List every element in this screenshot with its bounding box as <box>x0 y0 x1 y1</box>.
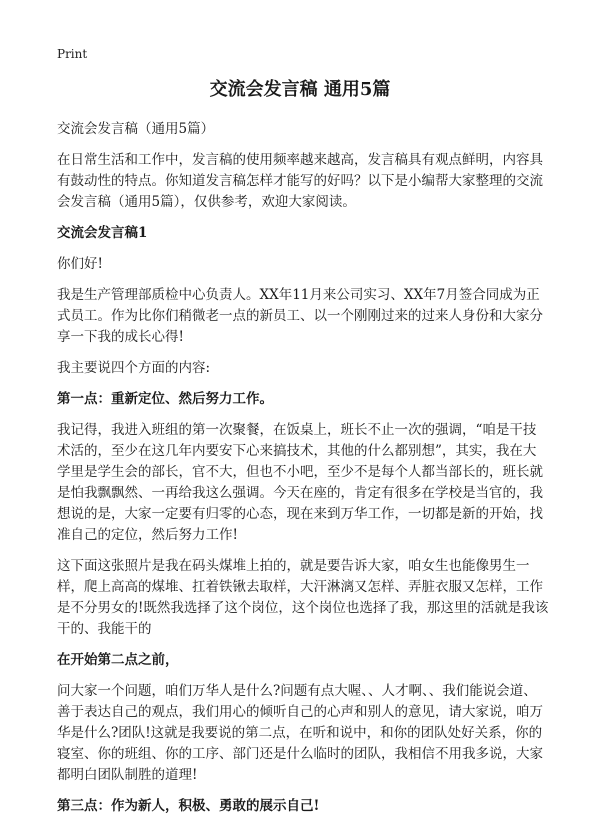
point1-paragraph: 我记得，我进入班组的第一次聚餐，在饭桌上，班长不止一次的强调，“咱是干技术活的，至少在这几年内要安下心来搞技术，其他的什么都别想”，其实，我在大学里是学生会的部长，官不大，但也不小吧，至少不是每个人都当部长的，班长就是怕我飘飘然、一再给我这么强调。今天在座的，肯定有很多在学校是当官的，我想说的是，大家一定要有归零的心态，现在来到万华工作，一切都是新的开始，找准自己的定位，然后努力工作! <box>57 422 543 543</box>
outline-paragraph: 我主要说四个方面的内容: <box>57 360 211 376</box>
document-body <box>57 119 549 827</box>
document-subtitle: 交流会发言稿（通用5篇） <box>57 121 215 137</box>
photo-paragraph: 这下面这张照片是我在码头煤堆上拍的，就是要告诉大家，咱女生也能像男生一样，爬上高高的煤堆、扛着铁锹去取样，大汗淋漓又怎样、弄脏衣服又怎样，工作是不分男女的!既然我选择了这个岗位，这个岗位也选择了我，那这里的活就是我该干的、我能干的 <box>57 558 549 637</box>
self-intro-paragraph: 我是生产管理部质检中心负责人。XX年11月来公司实习、XX年7月签合同成为正式员工。作为比你们稍微老一点的新员工、以一个刚刚过来的过来人身份和大家分享一下我的成长心得! <box>57 287 543 345</box>
point2-paragraph: 问大家一个问题，咱们万华人是什么?问题有点大喔、、人才啊、、我们能说会道、善于表达自己的观点，我们用心的倾听自己的心声和别人的意见，请大家说，咱万华是什么?团队!这就是我要说的第二点，在听和说中，和你的团队处好关系，你的寝室、你的班组、你的工序、部门还是什么临时的团队，我相信不用我多说，大家都明白团队制胜的道理! <box>57 683 543 783</box>
greeting-paragraph: 你们好! <box>57 256 103 272</box>
point3-heading: 第三点：作为新人，积极、勇敢的展示自己! <box>57 798 320 814</box>
intro-paragraph: 在日常生活和工作中，发言稿的使用频率越来越高，发言稿具有观点鲜明，内容具有鼓动性的特点。你知道发言稿怎样才能写的好吗？以下是小编帮大家整理的交流会发言稿（通用5篇），仅供参考，欢迎大家阅读。 <box>57 152 543 210</box>
section-heading: 交流会发言稿1 <box>57 225 148 241</box>
document-title: 交流会发言稿 通用5篇 <box>209 79 391 100</box>
point2-heading: 在开始第二点之前， <box>57 652 179 668</box>
point1-heading: 第一点：重新定位、然后努力工作。 <box>57 391 273 407</box>
print-link[interactable]: Print <box>57 47 88 61</box>
